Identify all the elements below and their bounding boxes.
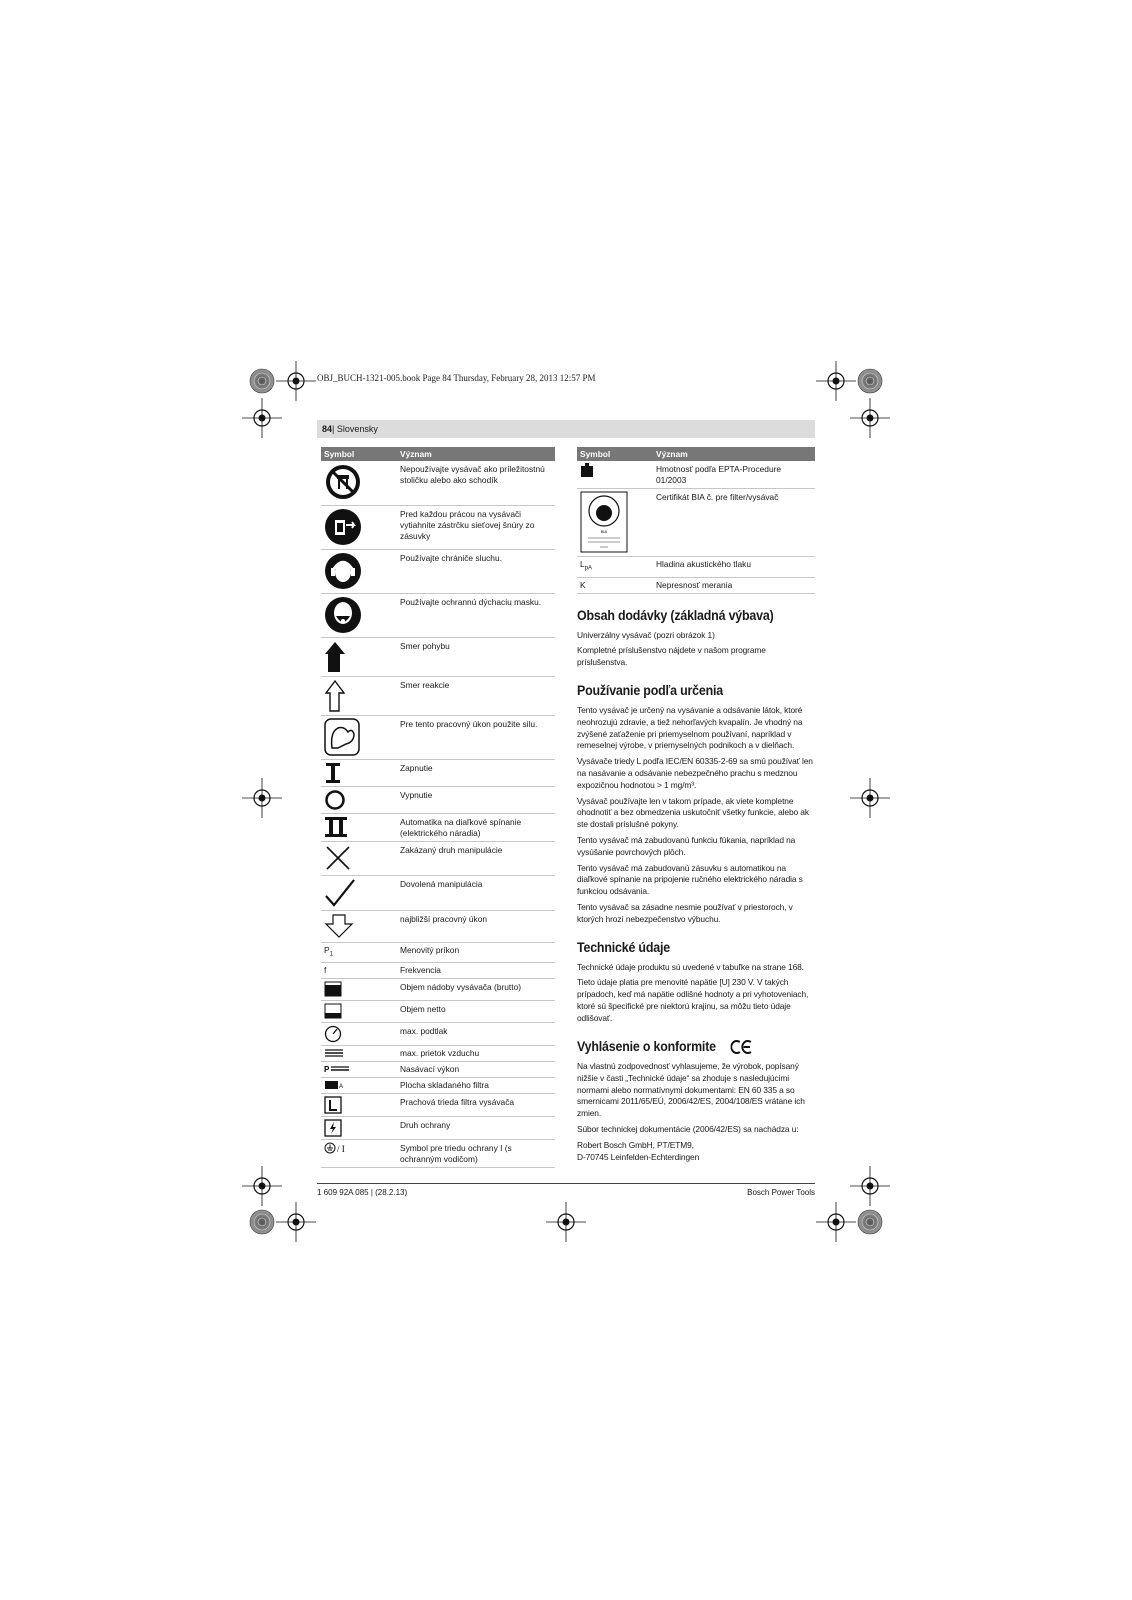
direction-of-reaction-icon [324,679,346,713]
row-meaning: Nasávací výkon [397,1062,555,1078]
row-meaning: Frekvencia [397,963,555,979]
row-meaning: Zapnutie [397,759,555,786]
switch-off-icon [324,789,346,811]
dust-class-icon [324,1096,342,1114]
svg-text:/ I: / I [337,1144,345,1155]
next-step-icon [324,913,354,939]
right-column [577,447,815,1167]
row-meaning: Vypnutie [397,786,555,813]
row-meaning: Plocha skladaného filtra [397,1078,555,1094]
table-row [321,813,555,841]
svg-text:A: A [339,1084,344,1091]
use-force-icon [324,718,360,756]
row-meaning: Hladina akustického tlaku [653,557,815,578]
allowed-icon [324,878,356,908]
paragraph: Robert Bosch GmbH, PT/ETM9, [577,1139,694,1150]
weight-icon [580,463,594,477]
paragraph: Univerzálny vysávač (pozri obrázok 1) [577,629,715,640]
table-row [577,489,815,557]
table-row [321,637,555,676]
row-meaning: najbližší pracovný úkon [397,910,555,942]
symbol-table-right [577,447,815,594]
section-name: | Slovensky [332,424,378,434]
paragraph: D-70745 Leinfelden-Echterdingen [577,1151,700,1162]
left-column [321,447,555,1168]
paragraph: Technické údaje produktu sú uvedené v tabuľke na strane 168. [577,961,804,972]
table-row [321,676,555,715]
paragraph: Vysávač používajte len v takom prípade, ak viete kompletne ohodnotiť a bez obmedzenia uskutočniť všetky funkcie, alebo ak ste dostali príslušné pokyny. [577,795,809,830]
table-row [321,1094,555,1117]
paragraph: Súbor technickej dokumentácie (2006/42/ES) sa nachádza u: [577,1124,799,1135]
table-row [321,1062,555,1078]
ear-protection-icon [324,552,362,590]
filter-area-icon [324,1080,344,1090]
document-number: 1 609 92A 085 | (28.2.13) [317,1188,408,1197]
switch-on-icon [324,762,342,784]
table-row [577,557,815,578]
intended-use-heading: Používanie podľa určenia [577,683,724,699]
row-meaning: Menovitý príkon [397,942,555,963]
row-meaning: Objem netto [397,1001,555,1023]
row-meaning: Objem nádoby vysávača (brutto) [397,979,555,1001]
unplug-icon [324,508,362,546]
table-row [321,979,555,1001]
table-row [577,461,815,489]
row-meaning: Certifikát BIA č. pre filter/vysávač [653,489,815,557]
bia-certificate-icon [580,491,628,553]
table-row [321,1078,555,1094]
conformity-title: Vyhlásenie o konformite [577,1038,716,1054]
paragraph: Tento vysávač je určený na vysávanie a odsávanie látok, ktoré neohrozujú zdravie, a tiež nehorľavých kvapalín. Je vhodný na zvýšené zaťaženie pri priemyselnom používaní, napríklad v remeselnej výrobe, v priemyselných podnikoch a v dielňach. [577,705,803,751]
protection-type-icon [324,1119,342,1137]
page-header [317,420,815,438]
conformity-heading [577,1039,796,1054]
row-meaning: max. prietok vzduchu [397,1046,555,1062]
row-meaning: Automatika na diaľkové spínanie (elektrického náradia) [397,813,555,841]
paragraph: Tento vysávač sa zásadne nesmie používať v priestoroch, v ktorých hrozí nebezpečenstvo výbuchu. [577,902,793,924]
table-row [321,461,555,505]
row-meaning: Symbol pre triedu ochrany I (s ochranným vodičom) [397,1140,555,1168]
direction-of-motion-icon [324,640,346,674]
row-meaning: Smer reakcie [397,676,555,715]
book-line: OBJ_BUCH-1321-005.book Page 84 Thursday, February 28, 2013 12:57 PM [317,373,596,383]
row-meaning: Prachová trieda filtra vysávača [397,1094,555,1117]
paragraph: Kompletné príslušenstvo nájdete v našom programe príslušenstva. [577,645,766,668]
table-row [321,1140,555,1168]
table-row [577,577,815,593]
row-meaning: Nepresnosť merania [653,577,815,593]
table-row [321,593,555,637]
respirator-icon [324,596,362,634]
suction-power-icon [324,1064,350,1074]
net-volume-icon [324,1003,342,1019]
row-meaning: Nepoužívajte vysávač ako príležitostnú stoličku alebo ako schodík [397,461,555,505]
table-row [321,875,555,910]
row-meaning: max. podtlak [397,1023,555,1046]
table-row [321,759,555,786]
rated-power-symbol: $P_1$ [321,942,397,963]
row-meaning: Používajte chrániče sluchu. [397,549,555,593]
table-row [321,1046,555,1062]
table-row [321,549,555,593]
sound-pressure-symbol: $L_{pA}$ [577,557,653,578]
table-row [321,786,555,813]
row-meaning: Pred každou prácou na vysávači vytiahnite zástrčku sieťovej šnúry zo zásuvky [397,505,555,549]
svg-text:BIA: BIA [600,529,608,534]
table-row [321,505,555,549]
ce-mark-icon [731,1040,753,1054]
row-meaning: Hmotnosť podľa EPTA-Procedure 01/2003 [653,461,815,489]
paragraph: Na vlastnú zodpovednosť vyhlasujeme, že výrobok, popísaný nižšie v časti „Technické údaje“ sa zhoduje s nasledujúcimi normami alebo normatívnymi dokumentami: EN 60 335 a so smernicami 2011/65/EÚ, 2006/42/ES, 2004/108/ES vrátane ich zmien. [577,1061,805,1119]
container-volume-icon [324,981,342,997]
auto-switch-icon [324,816,348,838]
row-meaning: Používajte ochrannú dýchaciu masku. [397,593,555,637]
table-row [321,715,555,759]
table-row [321,963,555,979]
delivery-heading: Obsah dodávky (základná výbava) [577,607,774,623]
row-meaning: Pre tento pracovný úkon použite silu. [397,715,555,759]
symbol-table-left [321,447,555,1168]
no-ladder-icon [324,463,362,501]
page-number: 84 [322,424,333,434]
table-row [321,1117,555,1140]
airflow-icon [324,1048,344,1058]
row-meaning: Druh ochrany [397,1117,555,1140]
paragraph: Tieto údaje platia pre menovité napätie [U] 230 V. V takých prípadoch, keď má napätie odlišné hodnoty a pri vyhotoveniach, ktoré sú špecifické pre niektorú krajinu, sa môžu tieto údaje odlišovať. [577,977,809,1023]
row-meaning: Smer pohybu [397,637,555,676]
frequency-symbol: f [321,963,397,979]
table-row [321,1001,555,1023]
technical-data-heading: Technické údaje [577,939,670,955]
table-row [321,1023,555,1046]
vacuum-gauge-icon [324,1025,342,1043]
svg-text:P: P [324,1065,330,1075]
table-row [321,942,555,963]
brand-name: Bosch Power Tools [747,1188,815,1197]
uncertainty-symbol: K [577,577,653,593]
col-header-meaning: Význam [397,447,555,461]
table-row [321,841,555,875]
row-meaning: Zakázaný druh manipulácie [397,841,555,875]
col-header-symbol: Symbol [321,447,397,461]
paragraph: Vysávače triedy L podľa IEC/EN 60335-2-69 sa smú používať len na nasávanie a odsávanie nebezpečného prachu s medznou expozičnou hodnotou > 1 mg/m³. [577,756,813,790]
paragraph: Tento vysávač má zabudovanú funkciu fúkania, napríklad na vysúšanie povrchových plôch. [577,835,796,857]
col-header-symbol: Symbol [577,447,653,461]
page-footer [317,1183,815,1197]
prohibited-icon [324,844,352,872]
table-row [321,910,555,942]
protection-class-icon [324,1142,350,1154]
paragraph: Tento vysávač má zabudovanú zásuvku s automatikou na diaľkové spínanie na pripojenie ručného elektrického náradia s funkciou odsávania. [577,862,803,897]
col-header-meaning: Význam [653,447,815,461]
row-meaning: Dovolená manipulácia [397,875,555,910]
